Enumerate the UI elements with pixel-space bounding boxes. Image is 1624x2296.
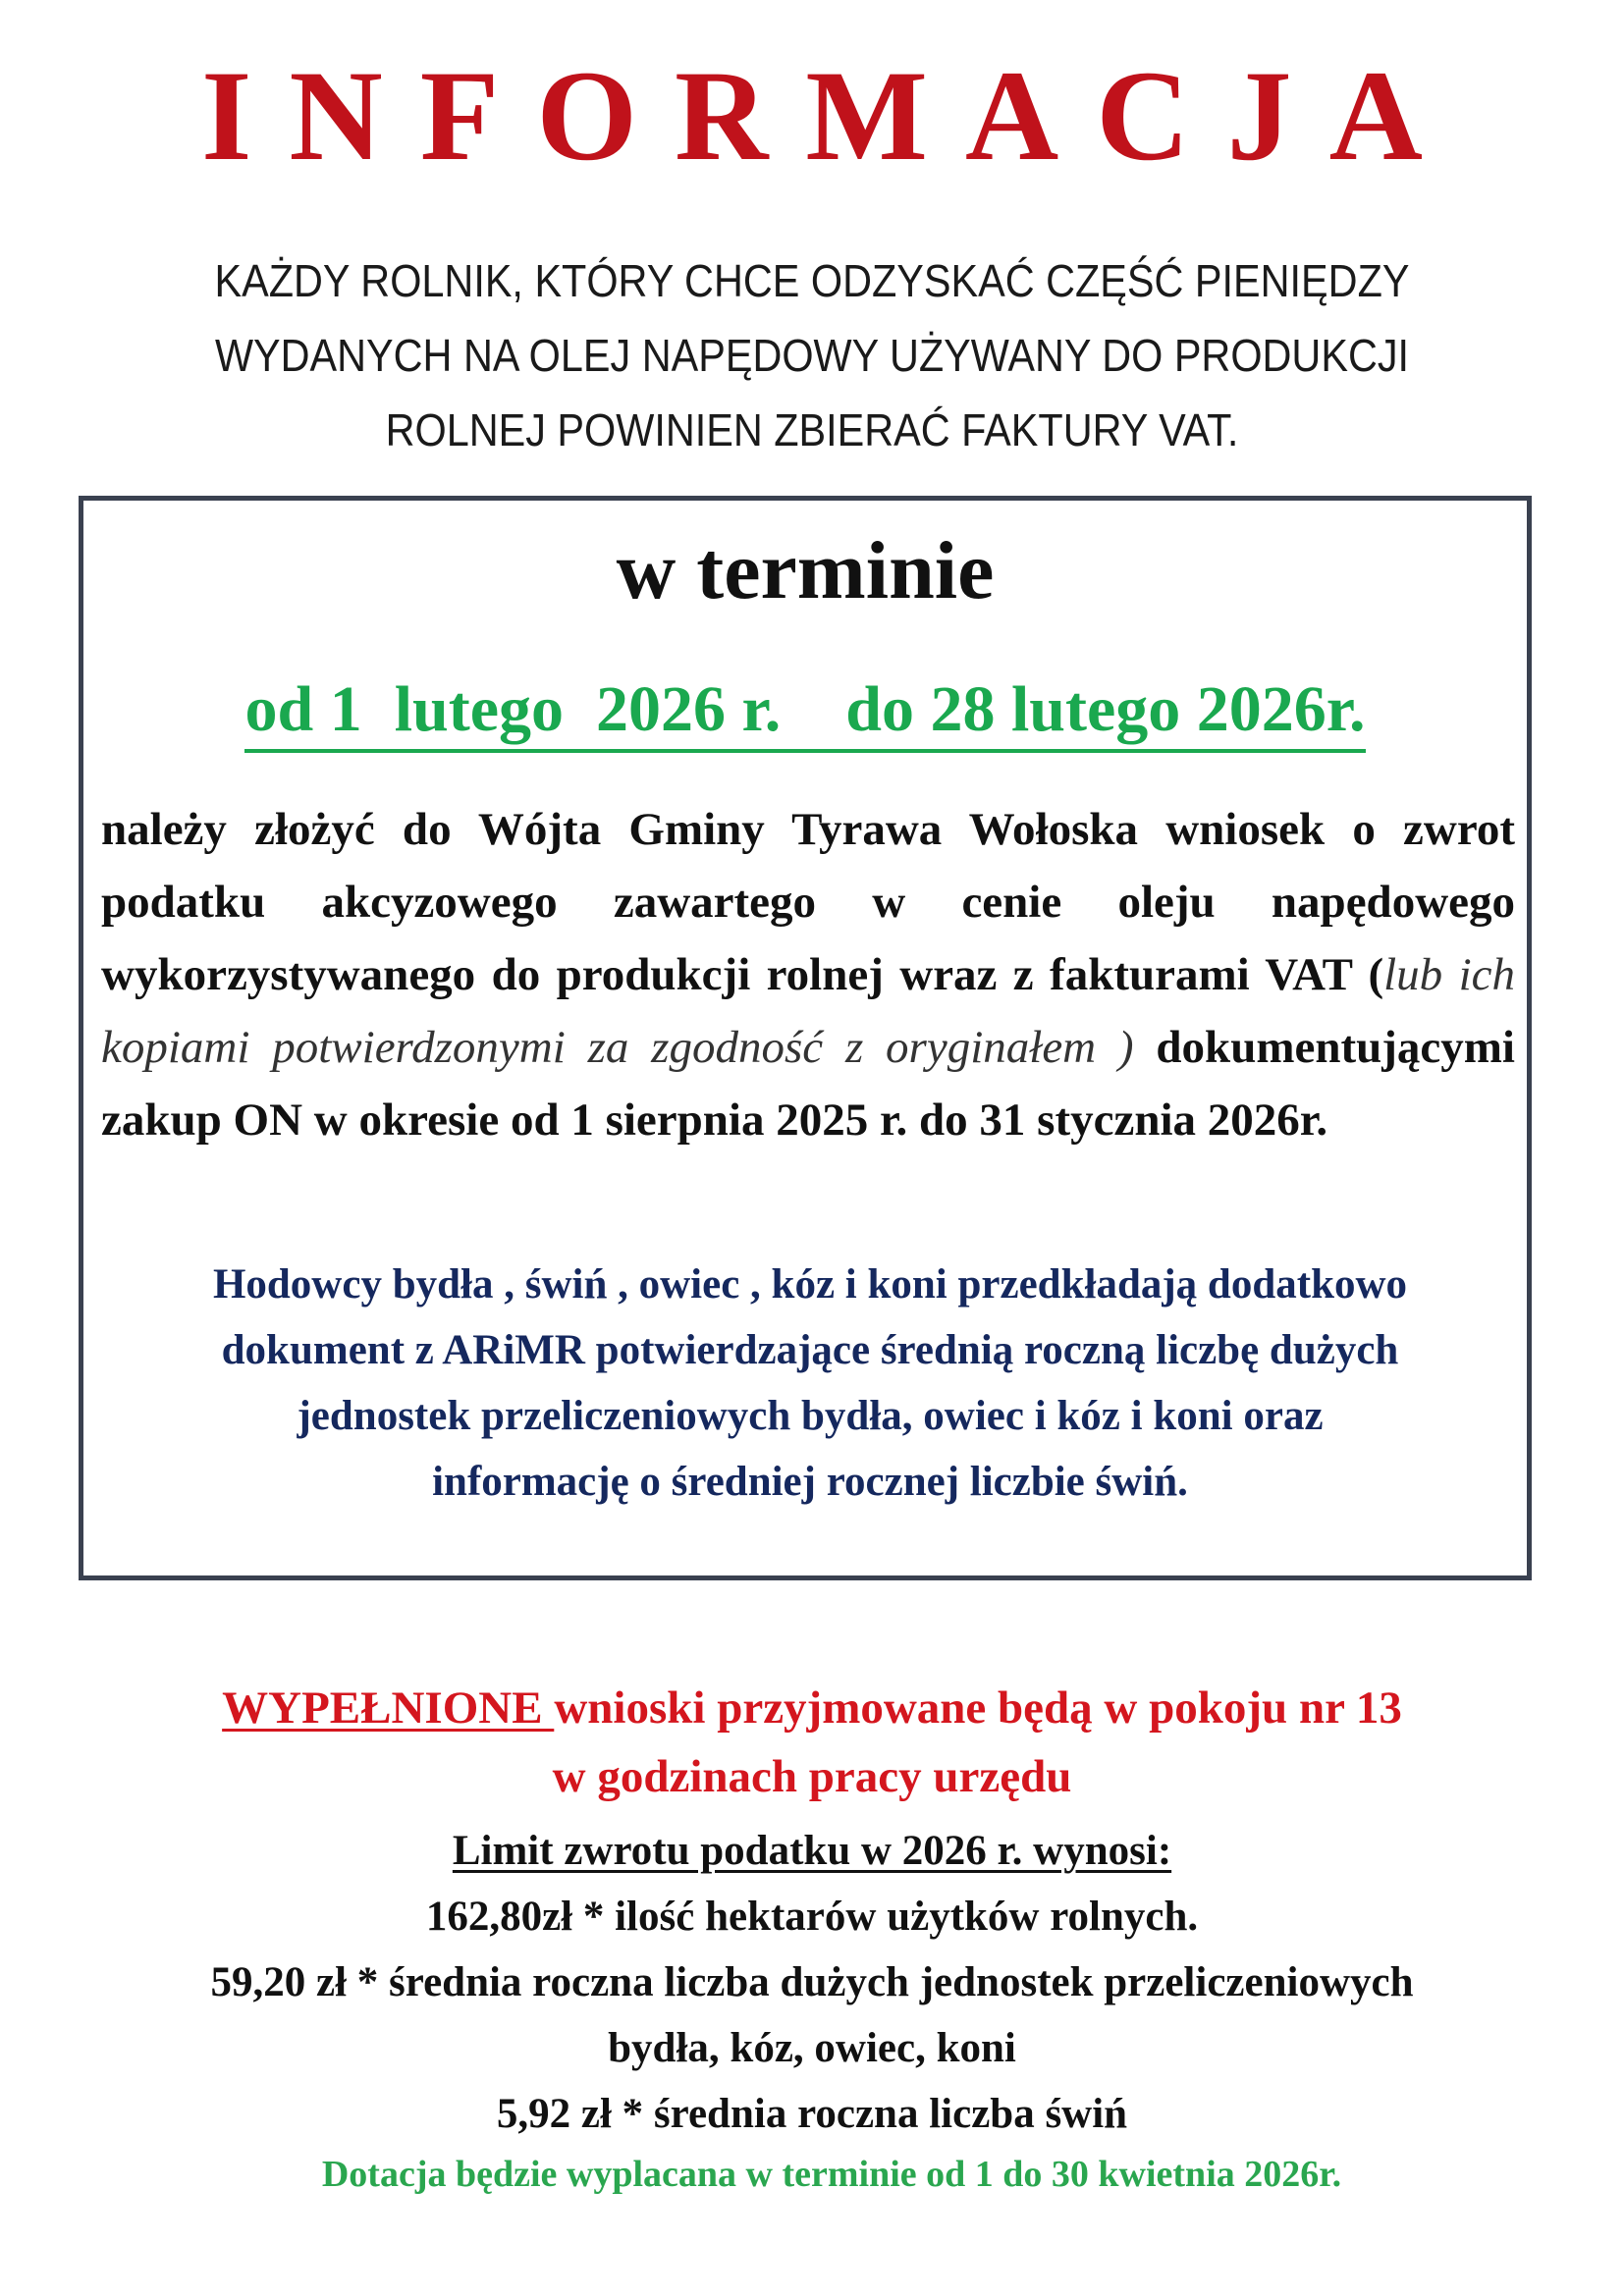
breeders-line: Hodowcy bydła , świń , owiec , kóz i koni przedkładają dodatkowo xyxy=(212,1261,1408,1308)
submission-info xyxy=(0,1674,1624,1811)
page-title: INFORMACJA xyxy=(201,43,1460,187)
term-heading: w terminie xyxy=(616,525,995,616)
submission-line-2: w godzinach pracy urzędu xyxy=(552,1751,1072,1802)
intro-text xyxy=(170,243,1455,467)
submission-line-1 xyxy=(0,1674,1624,1742)
instructions-part2: dokumentującymi zakup ON w okresie od 1 sierpnia 2025 r. do 31 stycznia 2026r. xyxy=(101,1022,1515,1146)
instructions-italic-note: lub ich kopiami potwierdzonymi za zgodność z oryginałem ) xyxy=(101,949,1515,1073)
intro-line: WYDANYCH NA OLEJ NAPĘDOWY UŻYWANY DO PRODUKCJI xyxy=(214,330,1410,381)
limit-line: 162,80zł * ilość hektarów użytków rolnych. xyxy=(425,1894,1199,1940)
intro-line: ROLNEJ POWINIEN ZBIERAĆ FAKTURY VAT. xyxy=(385,404,1239,455)
breeders-note xyxy=(93,1252,1527,1515)
limit-line: bydła, kóz, owiec, koni xyxy=(608,2025,1016,2071)
tax-limits xyxy=(0,1818,1624,2147)
limit-line: 59,20 zł * średnia roczna liczba dużych jednostek przeliczeniowych xyxy=(210,1959,1414,2005)
breeders-line: informację o średniej rocznej liczbie świń. xyxy=(432,1459,1188,1505)
breeders-line: dokument z ARiMR potwierdzające średnią roczną liczbę dużych xyxy=(221,1327,1399,1373)
breeders-line: jednostek przeliczeniowych bydła, owiec i kóz i koni oraz xyxy=(297,1393,1324,1439)
application-instructions xyxy=(101,793,1515,1156)
submission-underlined: WYPEŁNIONE xyxy=(222,1682,555,1734)
submission-rest: wnioski przyjmowane będą w pokoju nr 13 xyxy=(554,1682,1402,1734)
term-dates-text: od 1 lutego 2026 r. do 28 lutego 2026r. xyxy=(244,673,1365,753)
limits-heading: Limit zwrotu podatku w 2026 r. wynosi: xyxy=(452,1828,1172,1874)
instructions-part1: należy złożyć do Wójta Gminy Tyrawa Wołoska wniosek o zwrot podatku akcyzowego zawartego w cenie oleju napędowego wykorzystywanego do produkcji rolnej wraz z fakturami VAT ( xyxy=(101,804,1515,1000)
deadline-box xyxy=(79,496,1532,1580)
term-dates xyxy=(83,673,1527,745)
intro-line: KAŻDY ROLNIK, KTÓRY CHCE ODZYSKAĆ CZĘŚĆ PIENIĘDZY xyxy=(214,255,1410,306)
limit-line: 5,92 zł * średnia roczna liczba świń xyxy=(496,2091,1128,2137)
grant-payment-info: Dotacja będzie wyplacana w terminie od 1 do 30 kwietnia 2026r. xyxy=(321,2154,1342,2195)
